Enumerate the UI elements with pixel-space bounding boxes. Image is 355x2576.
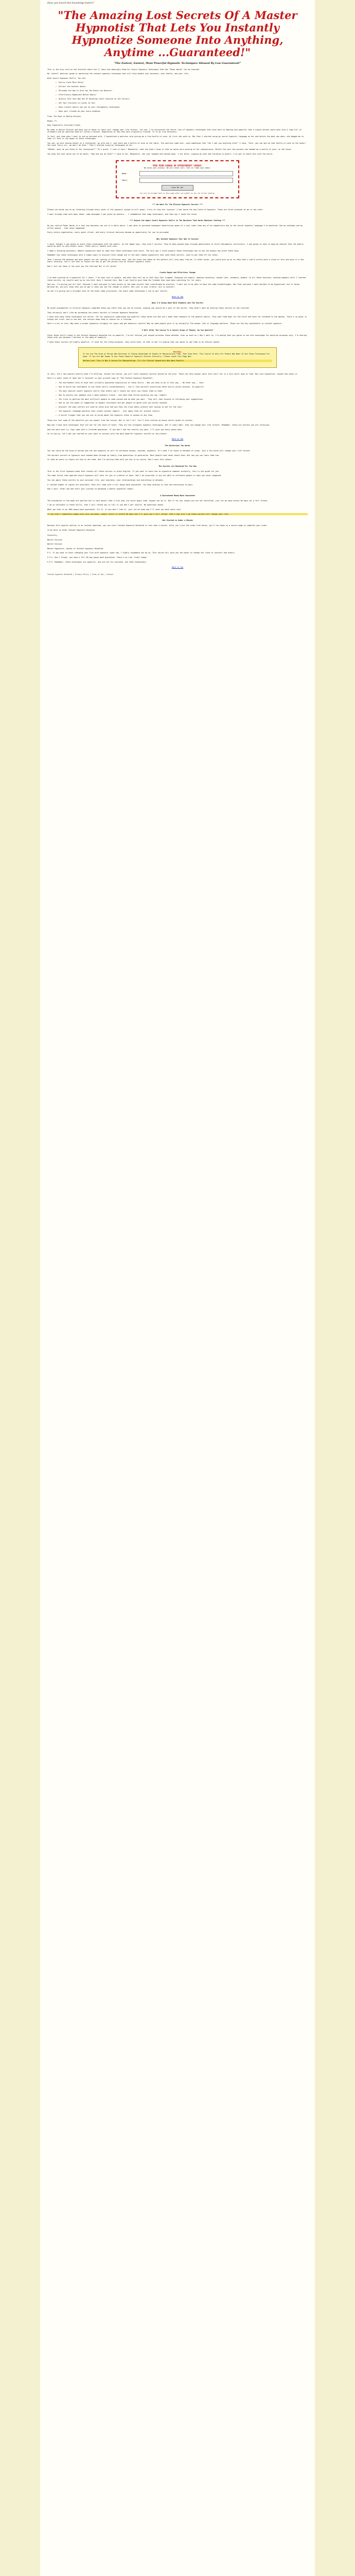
- letter-line: Dear Especially Inclined Friend,: [47, 124, 81, 127]
- section-heading: Create Rapid and Effortless Change: [159, 272, 196, 274]
- paragraph: What you have is my 100% money-back guarantee. Try it. If you don't like it, just let me know and I'll send you back every cent.: [47, 509, 182, 511]
- signature-line: Walter Kinlock: [47, 538, 62, 541]
- section-body: [47, 225, 308, 233]
- paragraph: I went through them with many ideas, some messages I was given by mentors... I remembered that some techniques, and then say I found the three.: [47, 213, 198, 215]
- postscript: P.P.S. Remember, these techniques are powerful, and are not for everyone. Use them responsibly.: [47, 561, 147, 563]
- paragraph: No "covert" abstract guide or mastering the instant hypnosis technique that will help double your business, your health, and your life.: [47, 73, 189, 75]
- paragraph: Remember how these techniques were a taboo topic to discuss? Even though one of the most famous hypnotists that used these secrets, used to get them off his chest.: [47, 254, 219, 257]
- section-body: [47, 373, 308, 380]
- back-to-top-link[interactable]: Back to Top: [171, 566, 184, 568]
- benefit-list: [56, 81, 308, 112]
- paragraph: In fact, let's now explore exactly what I'm offering. Inside the course, you will learn hypnosis secrets shared by the pros. These can help anyone learn this skill set in a very short span of time. Not just hypnotists. Anyone who wants it.: [47, 372, 298, 375]
- paragraph: I am so confident in these skills, that I will refund you in full if you don't get results. No questions asked.: [47, 504, 164, 506]
- postscript: P.S.S. Don't forget, you have a full 60 day money back guarantee. There's no risk. Order today!: [47, 556, 147, 559]
- postscript: P.S. If you want to start changing your life with hypnosis right now, I highly recommend you do so. This course will give you the power to change the lives of yourself and others.: [47, 552, 236, 554]
- feature-item: ✔ The most obscure covert hypnotic skills that others can't figure out until you reveal them to them!: [56, 390, 308, 392]
- paragraph: My name is Walter Kinlock and what you're about to learn will change your life forever. You see, I've discovered the secret lies of hypnotic techniques that once were so amazing and powerful that a single person could walk into a room full of strangers and be sporting them all within a minute. Regardless of how they were originally trained. It is my true discovery.: [47, 128, 303, 133]
- section-body: [47, 524, 308, 531]
- section-body: [47, 470, 308, 490]
- email-input[interactable]: [139, 178, 233, 183]
- section-body: [47, 500, 308, 511]
- section-heading: Get Started in Under a Minute: [162, 519, 193, 521]
- signup-button[interactable]: Sign Me Up!: [162, 185, 193, 191]
- email-row: [122, 178, 233, 183]
- paragraph: This is the only site on the Internet where You'll learn how amazingly Powerful Covert Hypnosis Techniques That Use "Power Words" Can be Learned!: [47, 68, 200, 71]
- back-to-top-link[interactable]: Back to Top: [171, 295, 184, 298]
- optin-note: You will be brought back to this page after you submit so you can finish reading.: [139, 192, 216, 194]
- paragraph: Every salary negotiation, every quest client, and every clinical decision became an opportunity for you to persuade!: [47, 231, 169, 234]
- signature-block: [47, 534, 308, 550]
- paragraph: Please use words you as my listening through every cover of the hypnotic system to kill power, truly to ring the "success" I had found the big field of hypnosis. These are three pleasant at me in the order.: [47, 209, 264, 211]
- guarantee-highlight: If you aren't completely happy with your purchase, simply return it within 60 days and I'll give you a full refund. That's how sure I am these secrets will change your life.: [47, 513, 308, 515]
- signature-line: Sincerely,: [47, 534, 58, 537]
- feature-item: ✔ Discover the ways secrets are used by sales pros and how they can close deals without ever having to ask for the sale.: [56, 406, 308, 408]
- paragraph: And yes, I'm giving you all that. Because I want everyone to have access to the same secrets that transformed my practice. I want you to be able to have the same breakthroughs. Not that everyone I meet decides to be hypnotized, but it helps. Believe me, you will know that you've got it when you see the change in others. Not just in your clients, but in yourself.: [47, 283, 302, 288]
- section-body: [47, 307, 308, 325]
- section-heading: *** We Want For The Elusive Hypnosis Secrets ***: [152, 203, 203, 206]
- benefit-item: ✔ Effortlessly Negotiate Better Deals!: [56, 94, 308, 96]
- paragraph: My great grandparent in Cultural Hypnosis regarded these way there that you can be around, knowing you should be a part of the secret. They didn't want me sharing these secrets on the internet.: [47, 307, 250, 310]
- letter-line: Miami, Fl: [47, 120, 57, 122]
- benefit-item: ✔ Attract the hottest dates!: [56, 86, 308, 88]
- signature-line: Walter Kinlock: [47, 543, 62, 546]
- optin-box: [116, 160, 239, 198]
- paragraph: You can apply these secrets to your personal life, your business, your relationships and everything in between.: [47, 479, 164, 482]
- section-body: [47, 419, 308, 435]
- benefit-item: ✔ Persuade You How To Give You The Raise You Deserve!: [56, 90, 308, 92]
- paragraph: The procedures in the book are spelled out in such detail that a five year old could apply them. Anyone can do it. But if for any reason you are not satisfied, just let me know within 60 days for a full refund.: [47, 499, 268, 502]
- letter-from: [47, 115, 308, 126]
- section-heading: Why Instant Hypnosis Your Way to Success: [156, 238, 199, 240]
- section-body: [47, 209, 308, 215]
- paragraph: I never thought I was going to share these techniques with the public. As the image says, they aren't secrets. They've been passed down through generations of elite therapeutic instructors. I was going to have to keep my chances that the public would be able to help others learn. These skills, handle with care.: [47, 243, 305, 248]
- paragraph: With Covert Hypnosis Skills, You Can:: [47, 77, 86, 79]
- body-section-1: [47, 129, 308, 156]
- paragraph: Since these skills found in the Instant Hypnosis Revealed are so powerful, I'm not letting just anyone purchase these methods. Even as much as I don't want to, I'm asking that you agree to use this knowledge for positive purposes only. I'm sharing these with you because I believe in the good of humanity.: [47, 334, 308, 339]
- feature-list: [56, 382, 308, 416]
- signature-line: Master Hypnotist, Author of Instant Hypnosis Revealed: [47, 547, 103, 550]
- subheadline: "The Fastest, Easiest, Most Powerful Hypnotic Techniques Allowed By Law Guaranteed!": [114, 62, 241, 65]
- paragraph: And the best part is, they come with a lifetime guarantee. If you don't see the results you want, I'll give you every penny back.: [47, 428, 183, 431]
- back-to-top: [47, 438, 308, 440]
- section-heading: What I'm Going Hand Hold Students And The Secrets: [151, 301, 204, 304]
- paragraph: In fact, one time when I went to see my beloved wife, I hypnotized a waitress into giving me a free bottle of wine. At first she said no. But then I started using my secret hypnotic language on her and before the meal was done, she begged me to take it! That is the power of these techniques.: [47, 135, 305, 140]
- section-body: [47, 450, 308, 461]
- paragraph: Don't wait. Order now and start your journey to becoming a master hypnotist today!: [47, 488, 134, 490]
- paragraph: This is the first hypnosis book that reveals all these secrets in plain English. If you want to learn how to hypnotize someone instantly, this is the guide for you.: [47, 470, 220, 472]
- warning-highlight: Bottom Line: This Is Not A Course For Manipulating. It's For Ethical Hypnotists Who Want Results.: [83, 360, 272, 362]
- paragraph: I made a shocking discovery. Modern hypnotists have no idea that these techniques even exist. The only way I could acquire these techniques was to ask the people who wrote these down.: [47, 249, 240, 252]
- intro: [47, 69, 308, 79]
- paragraph: You see, we were having dinner at a restaurant, my wife and I, and there was a bottle of wine on the table. The waitress came over, said something like "Can I get you anything else?" I said, "Sure, you can get me that bottle of wine on the house." She said "Sorry sir, we don't do that." Then I started using my techniques on her.: [47, 142, 308, 146]
- paragraph: These are just some of the benefits you can expect from the course. But it isn't all. You'll also receive my bonus secret guide to success.: [47, 419, 193, 422]
- paragraph: It took me years to figure out how to use them. And I'm sharing them with you now in my course. Don't miss this chance.: [47, 459, 172, 461]
- paragraph: Here's a bit of info. Why does a normal hypnotist struggle for years and get mediocre results? Why do some people pick it up instantly? The answer lies in language patterns. These are the key ingredients in instant hypnosis.: [47, 323, 283, 325]
- paragraph: They seriously don't like me spreading the covert secrets in Instant Hypnosis Revealed.: [47, 311, 139, 314]
- optin-title: FREE MIND-CHANGE OR HYPNOTHERAPY COURSE!: [152, 164, 203, 167]
- paragraph: The ancient secrets of hypnosis were handed down through my family from generation to generation. Most people have never heard them. But now you can learn them too.: [47, 454, 220, 456]
- paragraph: Do you realize Power Words is a tool any business can use in a daily basis. I was able to purchase newspaper advertising space at a cost lower than any of my competitors due to the secret hypnotic language I've mastered. And my salesmen and my office spaces - that never happened!: [47, 225, 304, 229]
- feature-item: ✔ How to build the confidence to use these skills instantaneously - You'll find yourself practicing these skills within minutes. So powerful.: [56, 386, 308, 388]
- paragraph: You know the next words out of my mouth. "How did you do that?" I said to her. Meanwhile, she just laughed and walked away. I sat there, sipping my wine and thinking to myself, I've got to share this with the world.: [47, 153, 273, 156]
- benefit-item: ✔ Get Your Children to Listen to You!: [56, 102, 308, 104]
- paragraph: The same forces that applied covert hypnosis will work for you in a matter of days. Don't be surprised if you are able to influence people in ways you never imagined.: [47, 474, 222, 477]
- feature-item: ✔ How to use the power of suggestion to bypass resistance and get people to agree with you within seconds.: [56, 402, 308, 404]
- paragraph: I know these secrets are highly powerful. If used for the wrong purposes, they could harm. So that is why I'm asking that you agree to use them in an ethical manner.: [47, 341, 221, 343]
- paragraph: Then I shared the methods and most people are not leaving in different ways. And the scent and ideas on the pattern will stay away from me. In other words, you could pick up on an idea that's really pretty much a clone of this and give it a few hours learning. You'll use that to figure out how to get the person into an instant hypnotic state.: [47, 259, 305, 263]
- section-heading: The Mysterious Two Words: [165, 444, 190, 447]
- letter-line: From: The Desk of Wesley Wilsons: [47, 115, 81, 118]
- section-body: [47, 334, 308, 343]
- section-body: [47, 243, 308, 267]
- paragraph: Because this digital edition is an instant download, you can start Instant Hypnosis Revealed in less than a minute. After you click the order link below, you'll be taken to a secure page to complete your order.: [47, 524, 268, 527]
- back-to-top: [47, 296, 308, 298]
- paragraph: So to sum up, let's get you started on your path to success with the most powerful hypnotic secrets on the planet!: [47, 433, 167, 435]
- back-to-top-link[interactable]: Back to Top: [171, 438, 184, 440]
- feature-item: ✔ The trick to getting the most difficult people to come around and do what you want - They will look forward to following your suggestions.: [56, 398, 308, 400]
- feature-item: ✔ The hypnotic language patterns that create instant rapport - Just apply them for instant results.: [56, 410, 308, 412]
- top-note: Have you heard this knowledge before?: [47, 2, 94, 5]
- feature-item: ✔ A secret trigger that you can use to bring about the hypnotic state in anyone at any time.: [56, 414, 308, 416]
- paragraph: "Ohhhhh, what do you think of the restaurant?" "It's great. I love it here." Meanwhile, what she didn't know is that my words were working on her subconscious. Within the next few minutes she handed me a bottle of wine, on the house.: [47, 148, 292, 151]
- paragraph: A limited number of copies are available. Each will come with a full money-back guarantee. You have nothing to lose and everything to gain.: [47, 483, 193, 486]
- paragraph: I've been working as a hypnotist for 7 years. I've seen lots of people, and what they tell me is that they feel trapped. Changing old habits, smoking cessation, weight loss, insomnia, phobia. In all these sessions, nothing happens until I learned these secrets, my results went up by ten-fold. Once I learned this. Now I can finally give them the freedom they have been searching for for years.: [47, 277, 307, 281]
- back-to-top: [47, 566, 308, 568]
- postscripts: [47, 552, 308, 563]
- section-heading: I Will Offer The Course To A Select Group of People. Do You Qualify?: [141, 329, 214, 331]
- page: [40, 0, 315, 2576]
- paragraph: Click Here to Order Instant Hypnosis Revealed: [47, 529, 95, 531]
- paragraph: Don't tell me! Does it not give you the feeling? But it all works!: [47, 265, 117, 267]
- paragraph: Now and I have here techniques that are not for the faint of heart. They are the strongest hypnotic techniques. But if used right, they can change your life forever. Remember, these are secrets you are receiving.: [47, 424, 270, 426]
- footer: Instant Hypnosis Revealed | Privacy Policy | Terms of Use | Contact: [47, 573, 114, 576]
- benefit-item: ✔ Have clients easily say yes to your therapeutic techniques: [56, 106, 308, 108]
- name-row: [122, 171, 233, 176]
- paragraph: So now I'm giving you a straight shot at the exact same principles, the exact same techniques I use to get results.: [47, 290, 168, 293]
- warning-text: If You Are The Kind of Person Who Believes In Taking Advantage Of People Or Manipulating Them, Then Stop Here. This Course Is Only For People Who Want To Use These Techniques For Good. If You Are Not Ready To Use These Powerful Hypnotic Secrets Ethically, Please Leave This Page Now.: [83, 353, 271, 358]
- benefit-item: ✔ Easily Close More Sales!: [56, 81, 308, 83]
- benefit-item: ✔ Have your friends do your every bidding.: [56, 110, 308, 112]
- name-input[interactable]: [139, 171, 233, 176]
- warning-title: Warning:: [173, 351, 182, 353]
- headline: "The Amazing Lost Secrets Of A Master Hypnotist That Lets You Instantly Hypnotize Someone Into Anything, Anytime ...Guaranteed!": [58, 9, 297, 59]
- feature-item: ✔ The overlooked rules of mind that virtually guarantee acquisition of these skills - Why you have to do it this way... No other way... Ever.: [56, 382, 308, 384]
- feature-item: ✔ How to quickly put someone into a deep hypnotic trance - and have them follow anything you say. Simple!: [56, 394, 308, 396]
- section-heading: The Secrets are Revealed For You Now: [158, 465, 197, 467]
- section-body: [47, 277, 308, 292]
- warning-box: [78, 347, 277, 368]
- benefit-item: ✔ Quickly Talk Your Way Out Of Anything (Even Lipstick on the Collar)!: [56, 98, 308, 100]
- optin-subtitle: We value your privacy. We will never sell, rent or trade your email.: [144, 167, 211, 170]
- paragraph: Here's a small taste of what you'll discover in your private copy of "The Instant Hypnosis Revealed":: [47, 377, 154, 380]
- email-label: Email:: [122, 179, 129, 181]
- section-heading: *** Anyone Can Apply Covert Hypnosis Skills in The Business That Works Whatever Setting ***: [130, 219, 225, 222]
- name-label: Name:: [122, 172, 128, 175]
- paragraph: You too could be the kind of person who can use hypnosis at will to influence anyone, anytime, anywhere. It's what I've found in decades of study. Just a few words will change your life forever.: [47, 450, 252, 452]
- paragraph: I know that many these techniques are secret. Yet for hypnotists understand how powerful these words are and can't make them standard to the general public. They want them kept for the elite and never be released to the masses. There's no point in hiding the truth. And in the end, the secrets keep them in chains for a lifetime.: [47, 316, 308, 320]
- section-heading: A Guaranteed Money-Back Guarantee: [160, 494, 195, 497]
